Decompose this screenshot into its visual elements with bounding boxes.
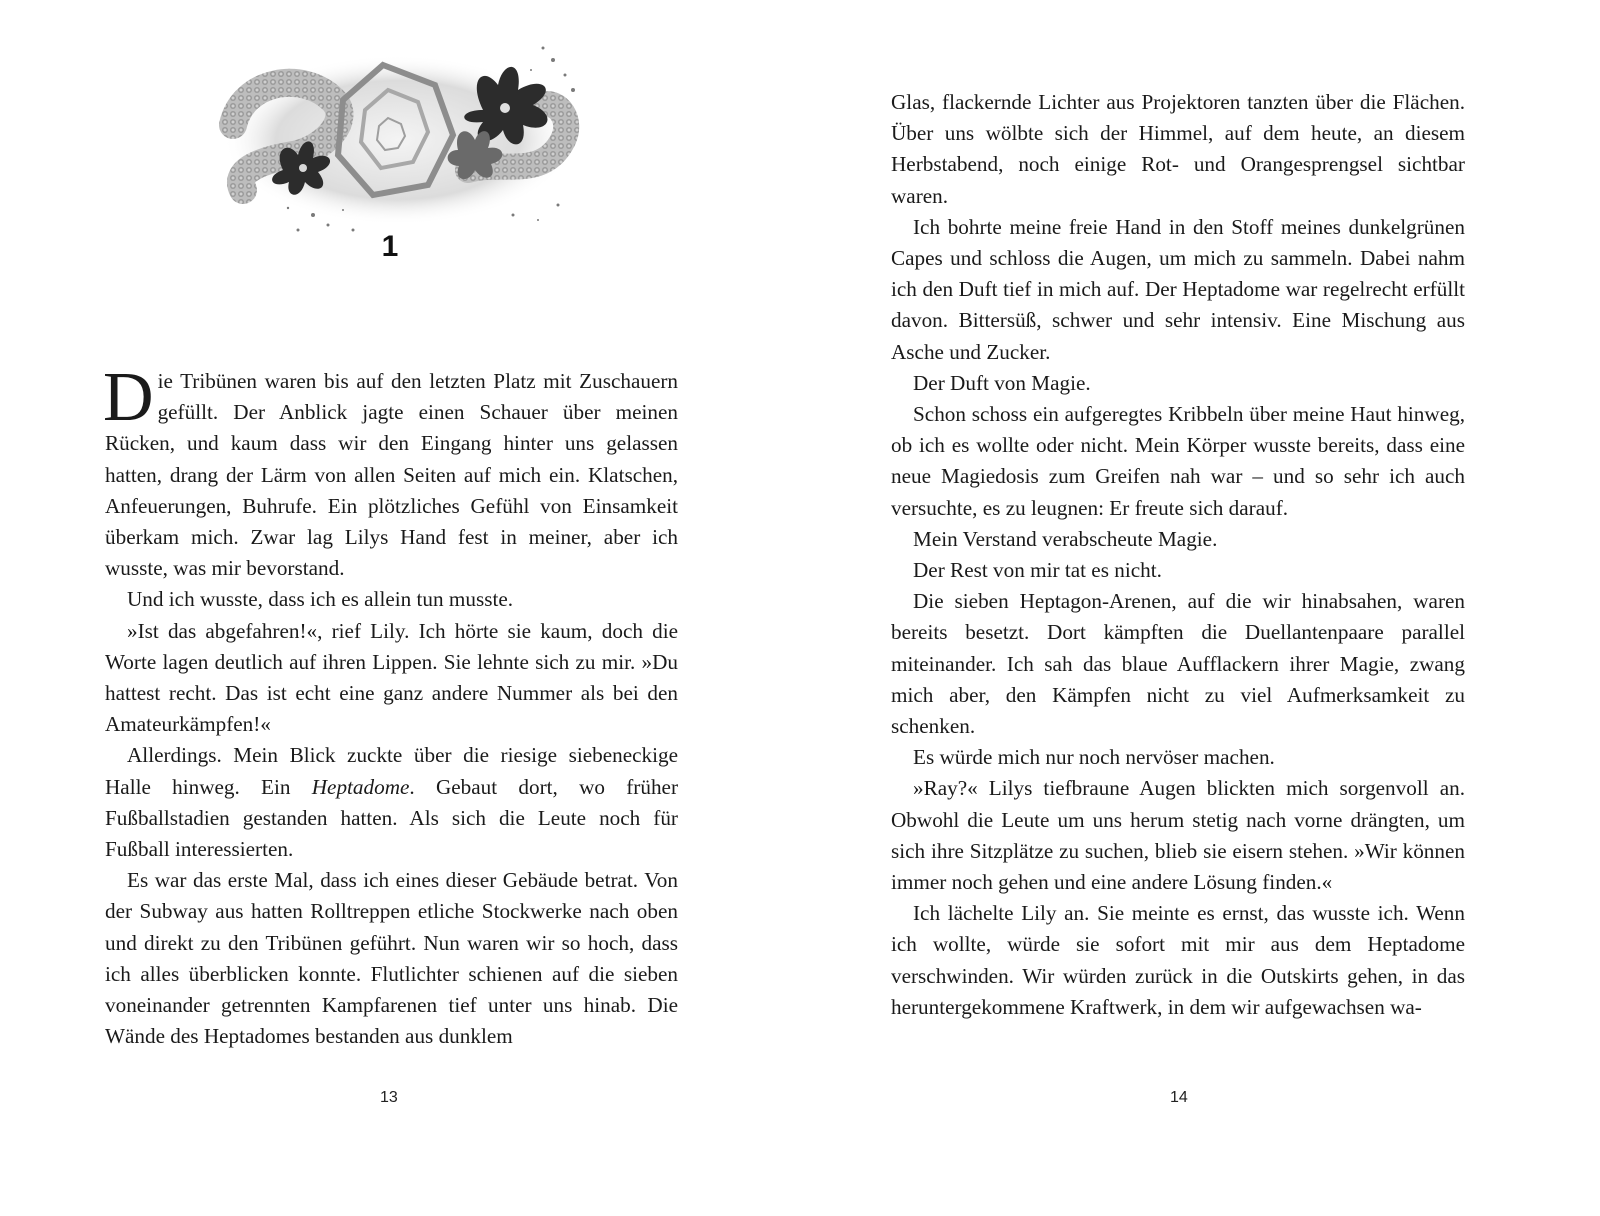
paragraph: Ich lächelte Lily an. Sie meinte es ernst, das wusste ich. Wenn ich wollte, würde sie sofort mit mir aus dem Heptadome verschwinden. Wir würden zurück in die Outskirts gehen, in das heruntergekommene Kraftwerk, in dem wir aufgewachsen wa- [891,901,1465,1019]
ornament-serpent-heptagon-flowers-icon [213,30,583,245]
paragraph: »Ray?« Lilys tiefbraune Augen blickten mich sorgenvoll an. Obwohl die Leute um uns herum stetig nach vorne drängten, um sich ihre Sitzplätze zu suchen, blieb sie eisern stehen. »Wir können immer noch gehen und eine andere Lösung finden.« [891,776,1465,895]
paragraph: »Ist das abgefahren!«, rief Lily. Ich hörte sie kaum, doch die Worte lagen deutlich auf ihren Lippen. Sie lehnte sich zu mir. »Du hattest recht. Das ist echt eine ganz andere Nummer als bei den Amateurkämpfen!« [105,618,678,737]
paragraph: Die sieben Heptagon-Arenen, auf die wir hinabsahen, waren bereits besetzt. Dort kämpften die Duellantenpaare parallel miteinander. Ich sah das blaue Aufflackern ihrer Magie, zwang mich aber, den Kämpfen nicht zu viel Aufmerksamkeit zu schenken. [891,589,1465,739]
right-page-text [891,87,1465,1023]
paragraph: Es war das erste Mal, dass ich eines dieser Gebäude betrat. Von der Subway aus hatten Rolltreppen etliche Stockwerke nach oben und direkt zu den Tribünen geführt. Nun waren wir so hoch, dass ich alles überblicken konnte. Flutlichter schienen auf die sieben voneinander getrennten Kampfarenen tief unter uns hinab. Die Wände des Heptadomes bestanden aus dunklem [105,868,678,1049]
paragraph-text-before: Allerdings. Mein Blick zuckte über die riesige siebeneckige Halle hinweg. Ein [105,743,678,799]
chapter-number: 1 [381,230,399,263]
paragraph: Schon schoss ein aufgeregtes Kribbeln über meine Haut hinweg, ob ich es wollte oder nicht. Mein Körper wusste bereits, dass eine neue Magiedosis zum Greifen nah war – und so sehr ich auch versuchte, es zu leugnen: Er freute sich darauf. [891,402,1465,520]
paragraph: Mein Verstand verabscheute Magie. [913,526,1218,551]
paragraph: Es würde mich nur noch nervöser machen. [913,745,1275,770]
paragraph: Und ich wusste, dass ich es allein tun musste. [127,587,514,612]
paragraph-text-after: . Gebaut dort, wo früher Fußballstadien gestanden hatten. Als sich die Leute noch für Fußball interessierten. [105,774,678,862]
paragraph: Der Rest von mir tat es nicht. [913,558,1162,583]
continued-paragraph: Glas, flackernde Lichter aus Projektoren tanzten über die Flächen. Über uns wölbte sich der Himmel, auf dem heute, an diesem Herbstabend, noch einige Rot- und Orangesprengsel sichtbar waren. [891,90,1465,208]
left-page-text [103,359,678,1052]
opening-paragraph-text: ie Tribünen waren bis auf den letzten Platz mit Zuschauern gefüllt. Der Anblick jagte einen Schauer über meinen Rücken, und kaum dass wir den Eingang hinter uns gelassen hatten, drang der Lärm von allen Seiten auf mich ein. Klatschen, Anfeuerungen, Buhrufe. Ein plötzliches Gefühl von Einsamkeit überkam mich. Zwar lag Lilys Hand fest in meiner, aber ich wusste, was mir bevorstand. [105,369,678,581]
drop-cap: D [103,359,154,436]
page-number: 13 [380,1089,398,1106]
paragraph: Ich bohrte meine freie Hand in den Stoff meines dunkelgrünen Capes und schloss die Augen, um mich zu sammeln. Dabei nahm ich den Duft tief in mich auf. Der Heptadome war regelrecht erfüllt davon. Bittersüß, schwer und sehr intensiv. Eine Mischung aus Asche und Zucker. [891,214,1465,364]
opening-paragraph [103,359,678,584]
heptadome-paragraph [105,740,678,865]
right-page [800,0,1600,1216]
emphasized-term: Heptadome [311,774,410,799]
paragraph: Der Duft von Magie. [913,370,1091,395]
page-number: 14 [1170,1089,1188,1106]
